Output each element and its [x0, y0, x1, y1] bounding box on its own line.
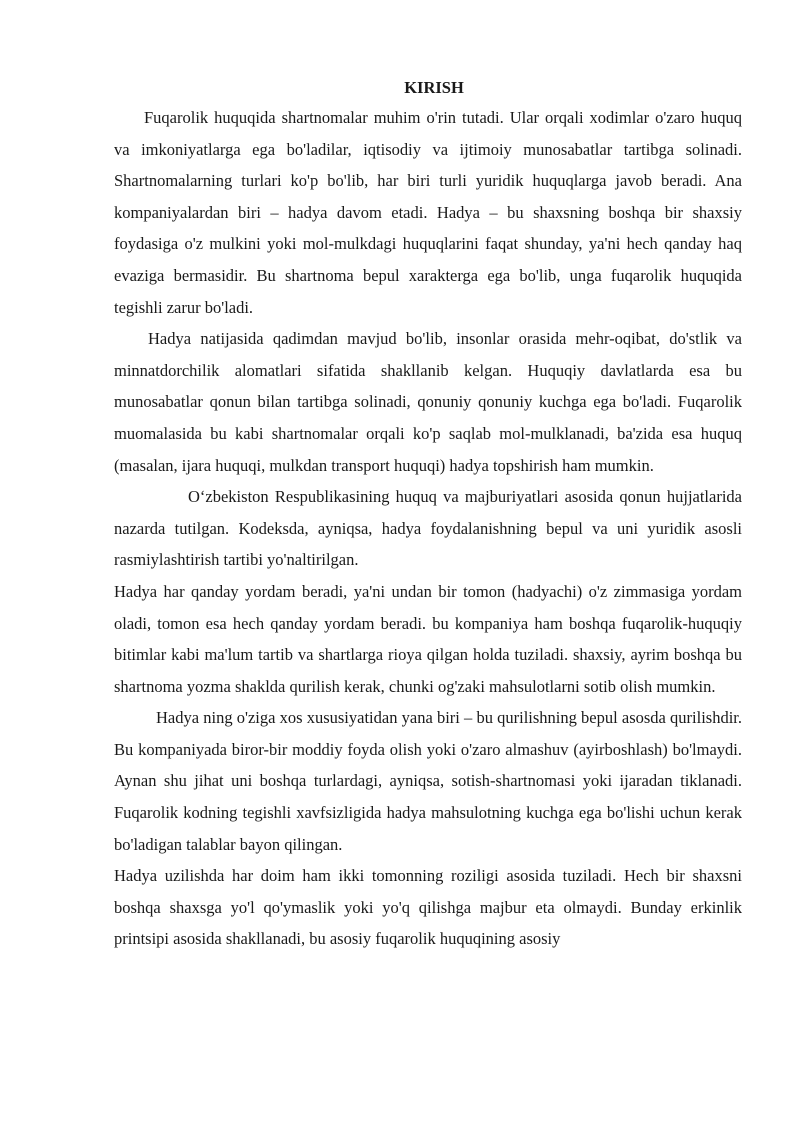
- paragraph-2: Hadya natijasida qadimdan mavjud bo'lib, insonlar orasida mehr-oqibat, do'stlik va minnatdorchilik alomatlari sifatida shakllanib kelgan. Huquqiy davlatlarda esa bu munosabatlar qonun bilan tartibga solinadi, qonuniy qonuniy kuchga ega bo'ladi. Fuqarolik muomalasida bu kabi shartnomalar orqali ko'p saqlab mol-mulklanadi, ba'zida esa huquq (masalan, ijara huquqi, mulkdan transport huquqi) hadya topshirish ham mumkin.: [114, 329, 742, 475]
- paragraph-1: Fuqarolik huquqida shartnomalar muhim o'rin tutadi. Ular orqali xodimlar o'zaro huquq va imkoniyatlarga ega bo'ladilar, iqtisodiy va ijtimoiy munosabatlar tartibga solinadi. Shartnomalarning turlari ko'p bo'lib, har biri turli yuridik huquqlarga javob beradi. Ana kompaniyalardan biri – hadya davom etadi. Hadya – bu shaxsning boshqa bir shaxsiy foydasiga o'z mulkini yoki mol-mulkdagi huquqlarini faqat shunday, ya'ni hech qanday haq evaziga bermasidir. Bu shartnoma bepul xarakterga ega bo'lib, unga fuqarolik huquqida tegishli zarur bo'ladi.: [114, 108, 742, 317]
- document-title: KIRISH: [404, 78, 464, 97]
- document-page: [114, 74, 742, 955]
- paragraph-3: O‘zbekiston Respublikasining huquq va majburiyatlari asosida qonun hujjatlarida nazarda tutilgan. Kodeksda, ayniqsa, hadya foydalanishning bepul va uni yuridik asosli rasmiylashtirish tartibi yo'naltirilgan.: [114, 487, 742, 570]
- paragraph-4: Hadya har qanday yordam beradi, ya'ni undan bir tomon (hadyachi) o'z zimmasiga yordam oladi, tomon esa hech qanday yordam beradi. bu kompaniya ham boshqa fuqarolik-huquqiy bitimlar kabi ma'lum tartib va shartlarga rioya qilgan holda tuziladi. shaxsiy, ayrim boshqa bu shartnoma yozma shaklda qurilish kerak, chunki og'zaki mahsulotlarni sotib olish mumkin.: [114, 581, 742, 696]
- paragraph-6: Hadya uzilishda har doim ham ikki tomonning roziligi asosida tuziladi. Hech bir shaxsni boshqa shaxsga yo'l qo'ymaslik yoki yo'q qilishga majbur eta olmaydi. Bunday erkinlik printsipi asosida shakllanadi, bu asosiy fuqarolik huquqining asosiy: [114, 866, 742, 949]
- paragraph-5: Hadya ning o'ziga xos xususiyatidan yana biri – bu qurilishning bepul asosda qurilishdir. Bu kompaniyada biror-bir moddiy foyda olish yoki o'zaro almashuv (ayirboshlash) bo'lmaydi. Aynan shu jihat uni boshqa turlardagi, ayniqsa, sotish-shartnomasi yoki ijaradan tiklanadi. Fuqarolik kodning tegishli xavfsizligida hadya mahsulotning kuchga ega bo'lishi uchun kerak bo'ladigan talablar bayon qilingan.: [114, 708, 742, 854]
